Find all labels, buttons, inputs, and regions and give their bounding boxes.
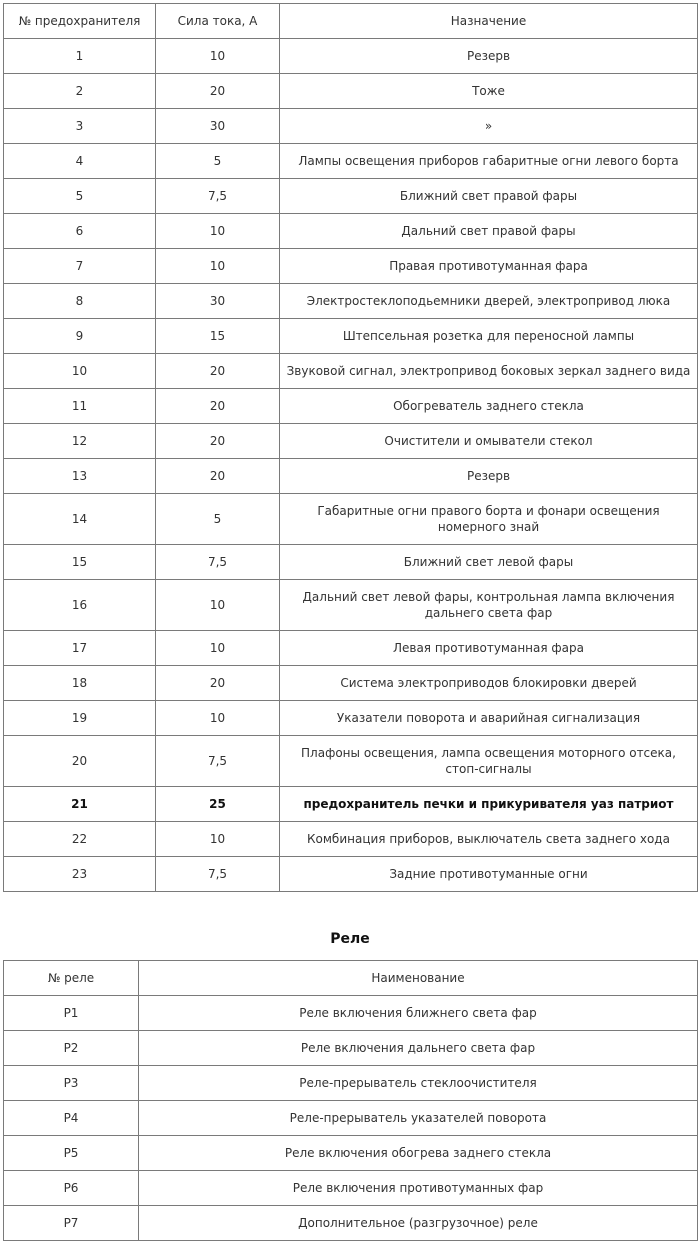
fuse-current-cell: 7,5: [156, 545, 280, 580]
relay-name-cell: Реле включения дальнего света фар: [139, 1031, 698, 1066]
fuse-row: [4, 701, 698, 736]
fuse-current-cell: 10: [156, 249, 280, 284]
fuse-header-row: [4, 4, 698, 39]
fuse-current-cell: 7,5: [156, 857, 280, 892]
relay-number-cell: Р5: [4, 1136, 139, 1171]
relay-row: [4, 1031, 698, 1066]
fuse-row: [4, 74, 698, 109]
fuse-row: [4, 284, 698, 319]
fuse-header-purpose: Назначение: [280, 4, 698, 39]
fuse-current-cell: 10: [156, 39, 280, 74]
fuse-header-current: Сила тока, А: [156, 4, 280, 39]
fuse-number-cell: 11: [4, 389, 156, 424]
fuse-current-cell: 10: [156, 822, 280, 857]
fuse-number-cell: 16: [4, 580, 156, 631]
fuse-current-cell: 15: [156, 319, 280, 354]
fuse-number-cell: 20: [4, 736, 156, 787]
fuse-current-cell: 10: [156, 214, 280, 249]
fuse-current-cell: 20: [156, 666, 280, 701]
fuse-number-cell: 15: [4, 545, 156, 580]
fuse-table-body: [4, 39, 698, 892]
fuse-purpose-cell: предохранитель печки и прикуривателя уаз патриот: [280, 787, 698, 822]
fuse-current-cell: 25: [156, 787, 280, 822]
fuse-purpose-cell: Тоже: [280, 74, 698, 109]
fuse-purpose-cell: Штепсельная розетка для переносной лампы: [280, 319, 698, 354]
fuse-number-cell: 19: [4, 701, 156, 736]
fuse-purpose-cell: Ближний свет левой фары: [280, 545, 698, 580]
fuse-purpose-cell: Габаритные огни правого борта и фонари освещения номерного знай: [280, 494, 698, 545]
fuse-number-cell: 2: [4, 74, 156, 109]
fuse-table: [3, 3, 698, 892]
fuse-purpose-cell: Электростеклоподьемники дверей, электропривод люка: [280, 284, 698, 319]
fuse-number-cell: 14: [4, 494, 156, 545]
fuse-current-cell: 20: [156, 354, 280, 389]
fuse-row: [4, 179, 698, 214]
fuse-number-cell: 23: [4, 857, 156, 892]
relay-table-body: [4, 996, 698, 1241]
fuse-purpose-cell: Ближний свет правой фары: [280, 179, 698, 214]
fuse-purpose-cell: Правая противотуманная фара: [280, 249, 698, 284]
fuse-number-cell: 5: [4, 179, 156, 214]
fuse-current-cell: 20: [156, 459, 280, 494]
fuse-row: [4, 249, 698, 284]
fuse-purpose-cell: Левая противотуманная фара: [280, 631, 698, 666]
relay-row: [4, 996, 698, 1031]
fuse-number-cell: 3: [4, 109, 156, 144]
fuse-number-cell: 12: [4, 424, 156, 459]
fuse-row: [4, 631, 698, 666]
relay-name-cell: Реле-прерыватель указателей поворота: [139, 1101, 698, 1136]
fuse-number-cell: 4: [4, 144, 156, 179]
fuse-number-cell: 1: [4, 39, 156, 74]
fuse-number-cell: 6: [4, 214, 156, 249]
fuse-purpose-cell: Дальний свет правой фары: [280, 214, 698, 249]
fuse-purpose-cell: Лампы освещения приборов габаритные огни левого борта: [280, 144, 698, 179]
fuse-row: [4, 354, 698, 389]
fuse-purpose-cell: »: [280, 109, 698, 144]
fuse-current-cell: 30: [156, 284, 280, 319]
fuse-current-cell: 5: [156, 144, 280, 179]
fuse-current-cell: 5: [156, 494, 280, 545]
relay-row: [4, 1101, 698, 1136]
fuse-header-number: № предохранителя: [4, 4, 156, 39]
fuse-current-cell: 7,5: [156, 736, 280, 787]
fuse-purpose-cell: Задние противотуманные огни: [280, 857, 698, 892]
fuse-number-cell: 22: [4, 822, 156, 857]
fuse-current-cell: 20: [156, 74, 280, 109]
fuse-row: [4, 319, 698, 354]
fuse-number-cell: 9: [4, 319, 156, 354]
fuse-number-cell: 8: [4, 284, 156, 319]
fuse-purpose-cell: Очистители и омыватели стекол: [280, 424, 698, 459]
relay-header-name: Наименование: [139, 961, 698, 996]
relay-number-cell: Р2: [4, 1031, 139, 1066]
fuse-number-cell: 7: [4, 249, 156, 284]
fuse-purpose-cell: Резерв: [280, 39, 698, 74]
relay-name-cell: Реле включения ближнего света фар: [139, 996, 698, 1031]
fuse-current-cell: 20: [156, 424, 280, 459]
fuse-purpose-cell: Система электроприводов блокировки дверей: [280, 666, 698, 701]
relay-number-cell: Р7: [4, 1206, 139, 1241]
fuse-current-cell: 10: [156, 701, 280, 736]
fuse-number-cell: 21: [4, 787, 156, 822]
fuse-current-cell: 30: [156, 109, 280, 144]
fuse-row: [4, 787, 698, 822]
fuse-number-cell: 18: [4, 666, 156, 701]
relay-row: [4, 1206, 698, 1241]
fuse-number-cell: 10: [4, 354, 156, 389]
fuse-purpose-cell: Дальний свет левой фары, контрольная лампа включения дальнего света фар: [280, 580, 698, 631]
relay-heading: Реле: [330, 931, 370, 947]
relay-row: [4, 1136, 698, 1171]
fuse-purpose-cell: Плафоны освещения, лампа освещения моторного отсека, стоп-сигналы: [280, 736, 698, 787]
fuse-row: [4, 39, 698, 74]
fuse-row: [4, 109, 698, 144]
relay-number-cell: Р1: [4, 996, 139, 1031]
fuse-row: [4, 580, 698, 631]
fuse-purpose-cell: Звуковой сигнал, электропривод боковых зеркал заднего вида: [280, 354, 698, 389]
fuse-row: [4, 545, 698, 580]
fuse-purpose-cell: Обогреватель заднего стекла: [280, 389, 698, 424]
fuse-row: [4, 857, 698, 892]
fuse-row: [4, 822, 698, 857]
fuse-number-cell: 13: [4, 459, 156, 494]
fuse-row: [4, 494, 698, 545]
relay-name-cell: Реле-прерыватель стеклоочистителя: [139, 1066, 698, 1101]
fuse-row: [4, 459, 698, 494]
fuse-row: [4, 424, 698, 459]
relay-name-cell: Реле включения противотуманных фар: [139, 1171, 698, 1206]
fuse-purpose-cell: Комбинация приборов, выключатель света заднего хода: [280, 822, 698, 857]
fuse-current-cell: 20: [156, 389, 280, 424]
fuse-row: [4, 666, 698, 701]
fuse-current-cell: 10: [156, 631, 280, 666]
relay-table: [3, 960, 698, 1241]
relay-number-cell: Р3: [4, 1066, 139, 1101]
fuse-row: [4, 144, 698, 179]
fuse-number-cell: 17: [4, 631, 156, 666]
fuse-purpose-cell: Резерв: [280, 459, 698, 494]
fuse-row: [4, 736, 698, 787]
fuse-row: [4, 389, 698, 424]
relay-row: [4, 1066, 698, 1101]
relay-header-row: [4, 961, 698, 996]
fuse-purpose-cell: Указатели поворота и аварийная сигнализация: [280, 701, 698, 736]
relay-number-cell: Р6: [4, 1171, 139, 1206]
fuse-current-cell: 10: [156, 580, 280, 631]
relay-header-number: № реле: [4, 961, 139, 996]
fuse-row: [4, 214, 698, 249]
relay-name-cell: Реле включения обогрева заднего стекла: [139, 1136, 698, 1171]
relay-row: [4, 1171, 698, 1206]
relay-name-cell: Дополнительное (разгрузочное) реле: [139, 1206, 698, 1241]
relay-number-cell: Р4: [4, 1101, 139, 1136]
fuse-current-cell: 7,5: [156, 179, 280, 214]
